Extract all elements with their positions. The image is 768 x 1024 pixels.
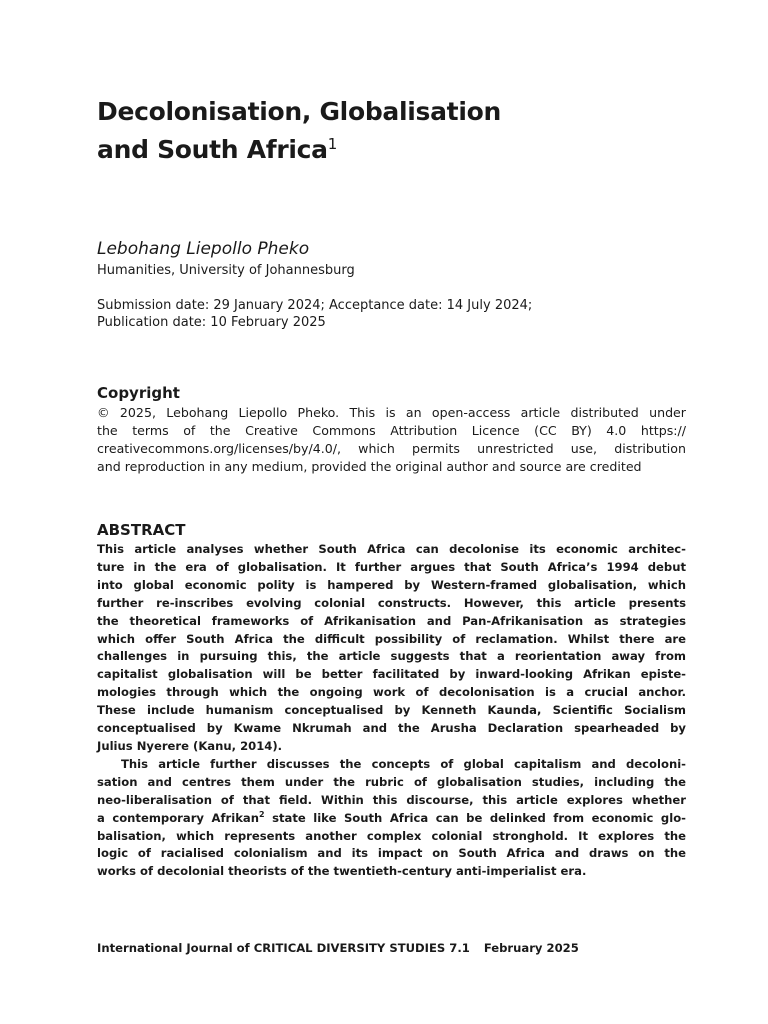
abstract-line: capitalist globalisation will be better facilitated by inward-looking Afrikan episte-	[97, 667, 686, 682]
article-dates	[97, 297, 686, 331]
page-footer	[97, 940, 579, 956]
abstract-line: challenges in pursuing this, the article suggests that a reorientation away from	[97, 649, 686, 664]
abstract-line: Julius Nyerere (Kanu, 2014).	[97, 738, 283, 753]
abstract-text	[97, 541, 686, 881]
title-footnote-marker[interactable]: 1	[327, 135, 337, 153]
abstract-line-text: state like South Africa can be delinked from economic glo-	[264, 810, 686, 825]
abstract-line: This article further discusses the concepts of global capitalism and decoloni-	[121, 756, 686, 771]
copyright-line: creativecommons.org/licenses/by/4.0/, which permits unrestricted use, distribution	[97, 441, 686, 456]
abstract-line: This article analyses whether South Africa can decolonise its economic architec-	[97, 542, 686, 556]
abstract-line: neo-liberalisation of that field. Within this discourse, this article explores whether	[97, 792, 686, 807]
article-title	[97, 95, 686, 166]
abstract-line: balisation, which represents another complex colonial stronghold. It explores the	[97, 828, 686, 843]
abstract-line: logic of racialised colonialism and its impact on South Africa and draws on the	[97, 846, 686, 861]
copyright-line: and reproduction in any medium, provided the original author and source are credited	[97, 459, 642, 474]
dates-line-2: Publication date: 10 February 2025	[97, 315, 326, 330]
abstract-line: ture in the era of globalisation. It further argues that South Africa’s 1994 debut	[97, 559, 686, 574]
author-affiliation: Humanities, University of Johannesburg	[97, 263, 355, 278]
abstract-line: conceptualised by Kwame Nkrumah and the Arusha Declaration spearheaded by	[97, 721, 686, 736]
title-line-2-text: and South Africa	[97, 135, 328, 164]
copyright-line: © 2025, Lebohang Liepollo Pheko. This is an open-access article distributed under	[97, 405, 686, 420]
copyright-heading: Copyright	[97, 384, 180, 402]
journal-name: International Journal of CRITICAL DIVERSITY STUDIES 7.1	[97, 941, 470, 955]
abstract-heading: ABSTRACT	[97, 521, 186, 539]
copyright-text	[97, 404, 686, 476]
abstract-line-text: a contemporary Afrikan	[97, 810, 259, 825]
abstract-line: further re-inscribes evolving colonial constructs. However, this article presents	[97, 595, 686, 610]
title-line-1: Decolonisation, Globalisation	[97, 97, 501, 126]
author-name: Lebohang Liepollo Pheko	[97, 239, 310, 259]
abstract-line: into global economic polity is hampered by Western-framed globalisation, which	[97, 577, 686, 592]
abstract-line: mologies through which the ongoing work of decolonisation is a crucial anchor.	[97, 685, 686, 700]
issue-date: February 2025	[483, 941, 579, 955]
abstract-line: These include humanism conceptualised by Kenneth Kaunda, Scientific Socialism	[97, 703, 686, 718]
footnote-marker-2[interactable]: 2	[258, 809, 265, 819]
abstract-line: sation and centres them under the rubric of globalisation studies, including the	[97, 774, 686, 789]
abstract-line: works of decolonial theorists of the twentieth-century anti-imperialist era.	[97, 864, 587, 879]
title-line-2	[97, 128, 686, 166]
article-first-page	[97, 0, 686, 1024]
abstract-line-with-footnote	[97, 810, 686, 828]
abstract-line: the theoretical frameworks of Afrikanisation and Pan-Afrikanisation as strategies	[97, 613, 686, 628]
dates-line-1: Submission date: 29 January 2024; Acceptance date: 14 July 2024;	[97, 298, 533, 313]
abstract-line: which offer South Africa the difficult possibility of reclamation. Whilst there are	[97, 631, 686, 646]
copyright-line: the terms of the Creative Commons Attribution Licence (CC BY) 4.0 https://	[97, 423, 686, 438]
